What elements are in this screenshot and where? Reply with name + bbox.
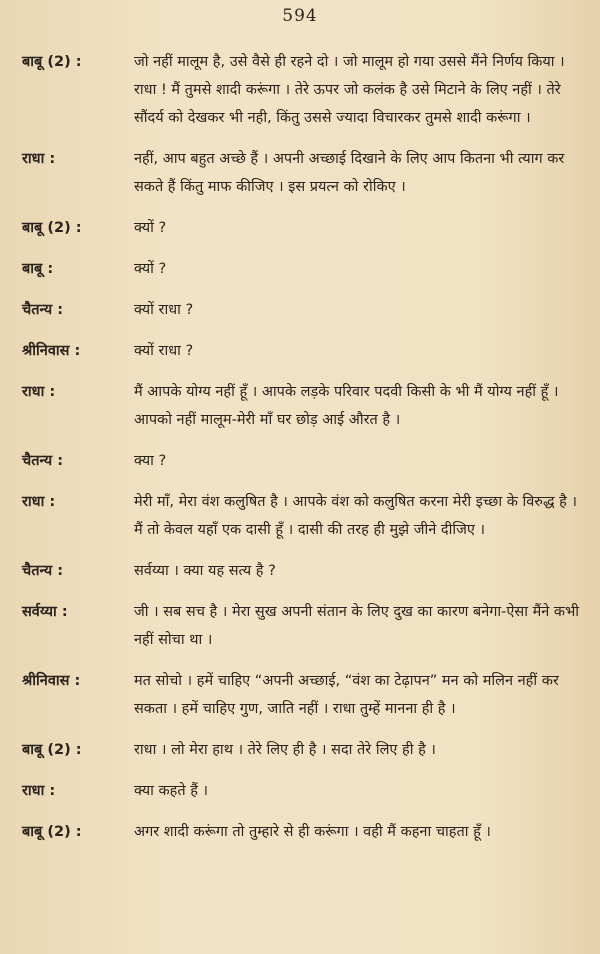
speech-text: सर्वय्या । क्या यह सत्य है ?: [134, 563, 276, 579]
speaker-label: राधा :: [22, 151, 56, 167]
speech-text: क्या कहते हैं ।: [134, 783, 209, 799]
dialogue-block: [22, 48, 584, 859]
dialogue-entry: [22, 337, 584, 365]
dialogue-entry: [22, 488, 584, 544]
dialogue-entry: [22, 818, 584, 846]
speaker-label: सर्वय्या :: [22, 604, 68, 620]
speech-text: नहीं, आप बहुत अच्छे हैं । अपनी अच्छाई दिखाने के लिए आप कितना भी त्याग कर सकते हैं किंतु माफ कीजिए । इस प्रयत्न को रोकिए ।: [134, 151, 565, 195]
dialogue-entry: [22, 557, 584, 585]
speech-text: जी । सब सच है । मेरा सुख अपनी संतान के लिए दुख का कारण बनेगा-ऐसा मैंने कभी नहीं सोचा था ।: [134, 604, 580, 648]
speaker-label: श्रीनिवास :: [22, 343, 81, 359]
dialogue-entry: [22, 214, 584, 242]
speaker-label: चैतन्य :: [22, 302, 64, 318]
speech-text: मैं आपके योग्य नहीं हूँ । आपके लड़के परिवार पदवी किसी के भी मैं योग्य नहीं हूँ । आपको नहीं मालूम-मेरी माँ घर छोड़ आई औरत है ।: [134, 384, 559, 428]
dialogue-entry: [22, 378, 584, 434]
dialogue-entry: [22, 777, 584, 805]
speech-text: क्या ?: [134, 453, 167, 469]
speaker-label: बाबू (2) :: [22, 54, 82, 70]
speech-text: राधा । लो मेरा हाथ । तेरे लिए ही है । सदा तेरे लिए ही है ।: [134, 742, 436, 758]
speech-text: मेरी माँ, मेरा वंश कलुषित है । आपके वंश को कलुषित करना मेरी इच्छा के विरुद्ध है । मैं तो केवल यहाँ एक दासी हूँ । दासी की तरह ही मुझे जीने दीजिए ।: [134, 494, 577, 538]
dialogue-entry: [22, 667, 584, 723]
speaker-label: चैतन्य :: [22, 453, 64, 469]
dialogue-entry: [22, 736, 584, 764]
speaker-label: राधा :: [22, 783, 56, 799]
dialogue-entry: [22, 48, 584, 132]
speech-text: क्यों ?: [134, 261, 167, 277]
speech-text: क्यों ?: [134, 220, 167, 236]
speech-text: मत सोचो । हमें चाहिए “अपनी अच्छाई, “वंश का टेढ़ापन” मन को मलिन नहीं कर सकता । हमें चाहिए गुण, जाति नहीं । राधा तुम्हें मानना ही है ।: [134, 673, 559, 717]
dialogue-entry: [22, 296, 584, 324]
dialogue-entry: [22, 255, 584, 283]
speaker-label: राधा :: [22, 494, 56, 510]
speech-text: क्यों राधा ?: [134, 343, 194, 359]
speech-text: जो नहीं मालूम है, उसे वैसे ही रहने दो । जो मालूम हो गया उससे मैंने निर्णय किया । राधा ! मैं तुमसे शादी करूंगा । तेरे ऊपर जो कलंक है उसे मिटाने के लिए नहीं । तेरे सौंदर्य को देखकर भी नही, किंतु उससे ज्यादा विचारकर तुमसे शादी करूंगा ।: [134, 54, 565, 126]
page-number: 594: [282, 6, 318, 26]
dialogue-entry: [22, 598, 584, 654]
dialogue-entry: [22, 447, 584, 475]
dialogue-entry: [22, 145, 584, 201]
speaker-label: बाबू (2) :: [22, 742, 82, 758]
speaker-label: बाबू (2) :: [22, 824, 82, 840]
speaker-label: श्रीनिवास :: [22, 673, 81, 689]
speaker-label: चैतन्य :: [22, 563, 64, 579]
speaker-label: राधा :: [22, 384, 56, 400]
speaker-label: बाबू :: [22, 261, 54, 277]
speaker-label: बाबू (2) :: [22, 220, 82, 236]
speech-text: क्यों राधा ?: [134, 302, 194, 318]
speech-text: अगर शादी करूंगा तो तुम्हारे से ही करूंगा । वही मैं कहना चाहता हूँ ।: [134, 824, 491, 840]
